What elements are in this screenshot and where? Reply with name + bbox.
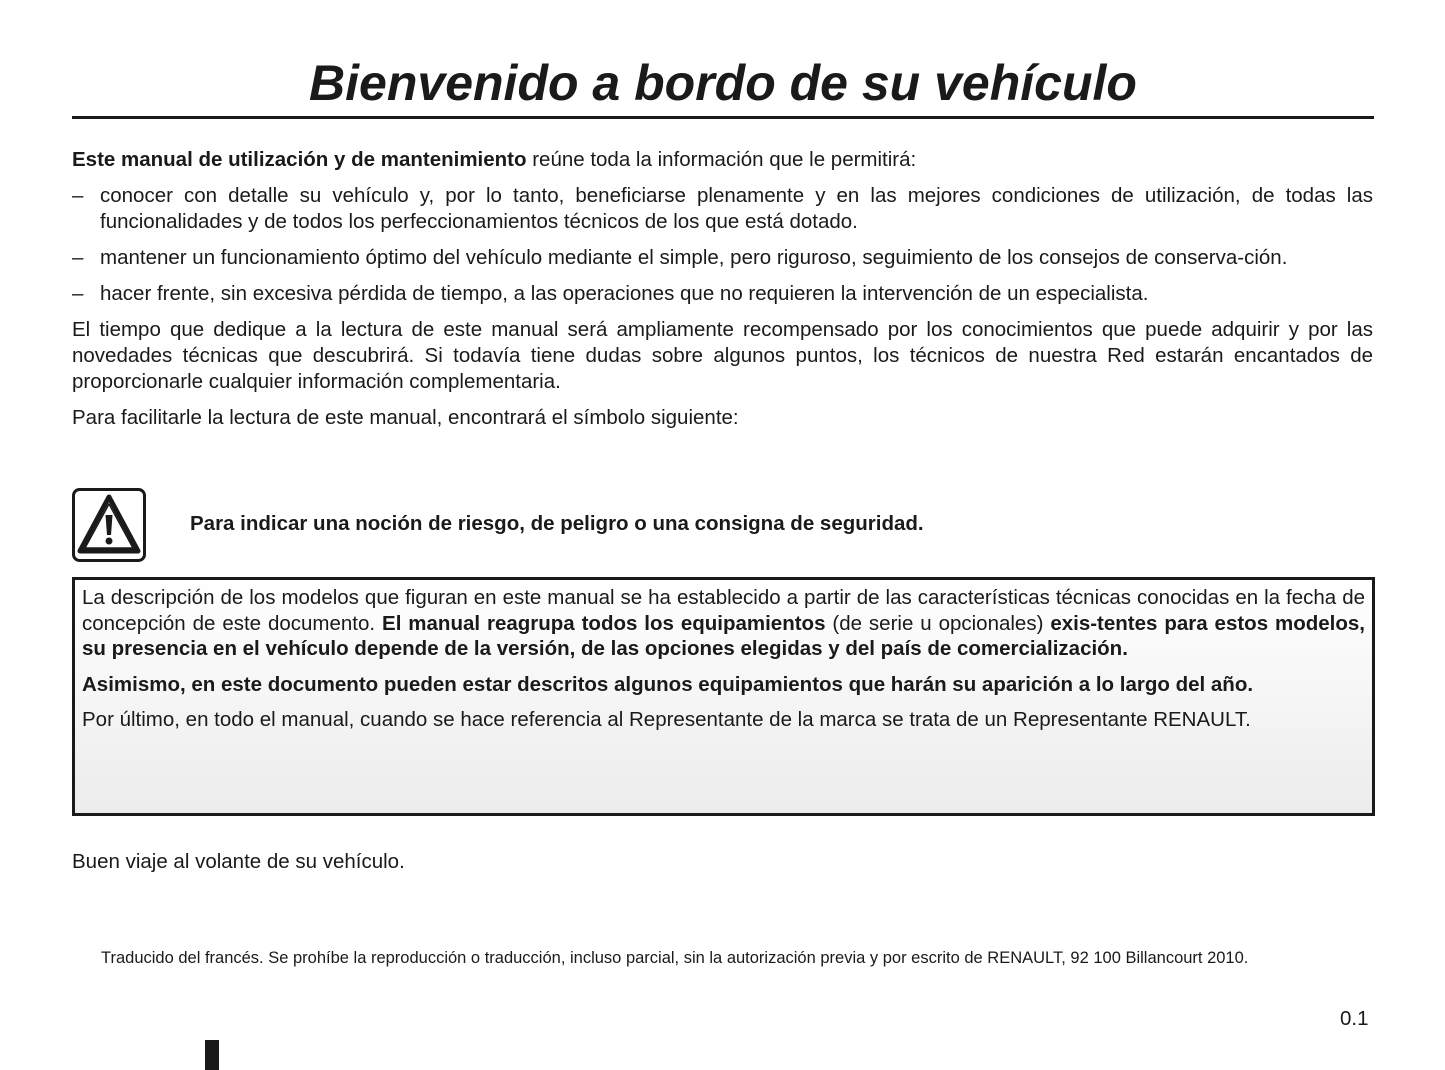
- bullet-dash: –: [72, 282, 84, 305]
- bullet-text: conocer con detalle su vehículo y, por lo tanto, beneficiarse plenamente y en las mejores condiciones de utilización, de todas las funcionalidades y de todos los perfeccionamientos técnicos de los que está dotado.: [100, 184, 1373, 233]
- info-paragraph-3: Por último, en todo el manual, cuando se hace referencia al Representante de la marca se trata de un Representante RENAULT.: [82, 708, 1251, 731]
- info-p1-c: (de serie u opcionales): [825, 611, 1051, 635]
- info-box: [72, 577, 1375, 816]
- title-divider: [72, 116, 1374, 119]
- warning-triangle-icon: [72, 488, 146, 562]
- copyright-footer: Traducido del francés. Se prohíbe la reproducción o traducción, incluso parcial, sin la autorización previa y por escrito de RENAULT, 92 100 Billancourt 2010.: [101, 949, 1249, 967]
- main-content: [72, 147, 1373, 441]
- bullet-text: mantener un funcionamiento óptimo del vehículo mediante el simple, pero riguroso, seguimiento de los consejos de conserva-ción.: [100, 246, 1288, 269]
- info-p1-a: La descripción de los modelos que figuran en este manual se ha establecido a partir de las características técnicas conocidas en la fecha de concepción de este documento.: [82, 586, 1365, 635]
- info-p2: Asimismo, en este documento pueden estar descritos algunos equipamientos que harán su aparición a lo largo del año.: [82, 672, 1254, 696]
- warning-legend: [72, 488, 1374, 563]
- symbol-paragraph: Para facilitarle la lectura de este manual, encontrará el símbolo siguiente:: [72, 406, 739, 429]
- page-number: 0.1: [1340, 1007, 1369, 1030]
- info-p1-d: exis-tentes para estos modelos, su presencia en el vehículo depende de la versión, de las opciones elegidas y del país de comercialización.: [82, 611, 1365, 660]
- warning-text: Para indicar una noción de riesgo, de peligro o una consigna de seguridad.: [190, 512, 924, 535]
- time-paragraph: El tiempo que dedique a la lectura de este manual será ampliamente recompensado por los conocimientos que puede adquirir y por las novedades técnicas que descubrirá. Si todavía tiene dudas sobre algunos puntos, los técnicos de nuestra Red estarán encantados de proporcionarle cualquier información complementaria.: [72, 318, 1373, 393]
- intro-paragraph: [72, 147, 1373, 173]
- list-item: [72, 183, 1373, 235]
- info-paragraph-2: [82, 672, 1365, 698]
- page-title: Bienvenido a bordo de su vehículo: [309, 55, 1137, 111]
- list-item: [72, 281, 1373, 307]
- bullet-dash: –: [72, 246, 84, 269]
- intro-bold: Este manual de utilización y de mantenimiento: [72, 148, 527, 171]
- list-item: [72, 245, 1373, 271]
- info-paragraph-1: [82, 585, 1365, 662]
- closing-text: Buen viaje al volante de su vehículo.: [72, 850, 405, 873]
- intro-rest: reúne toda la información que le permitirá:: [526, 148, 917, 171]
- section-tab-marker: [205, 1040, 219, 1070]
- bullet-text: hacer frente, sin excesiva pérdida de tiempo, a las operaciones que no requieren la intervención de un especialista.: [100, 282, 1149, 305]
- bullet-dash: –: [72, 184, 84, 207]
- info-p1-b: El manual reagrupa todos los equipamientos: [382, 611, 826, 635]
- bullet-list: [72, 183, 1373, 307]
